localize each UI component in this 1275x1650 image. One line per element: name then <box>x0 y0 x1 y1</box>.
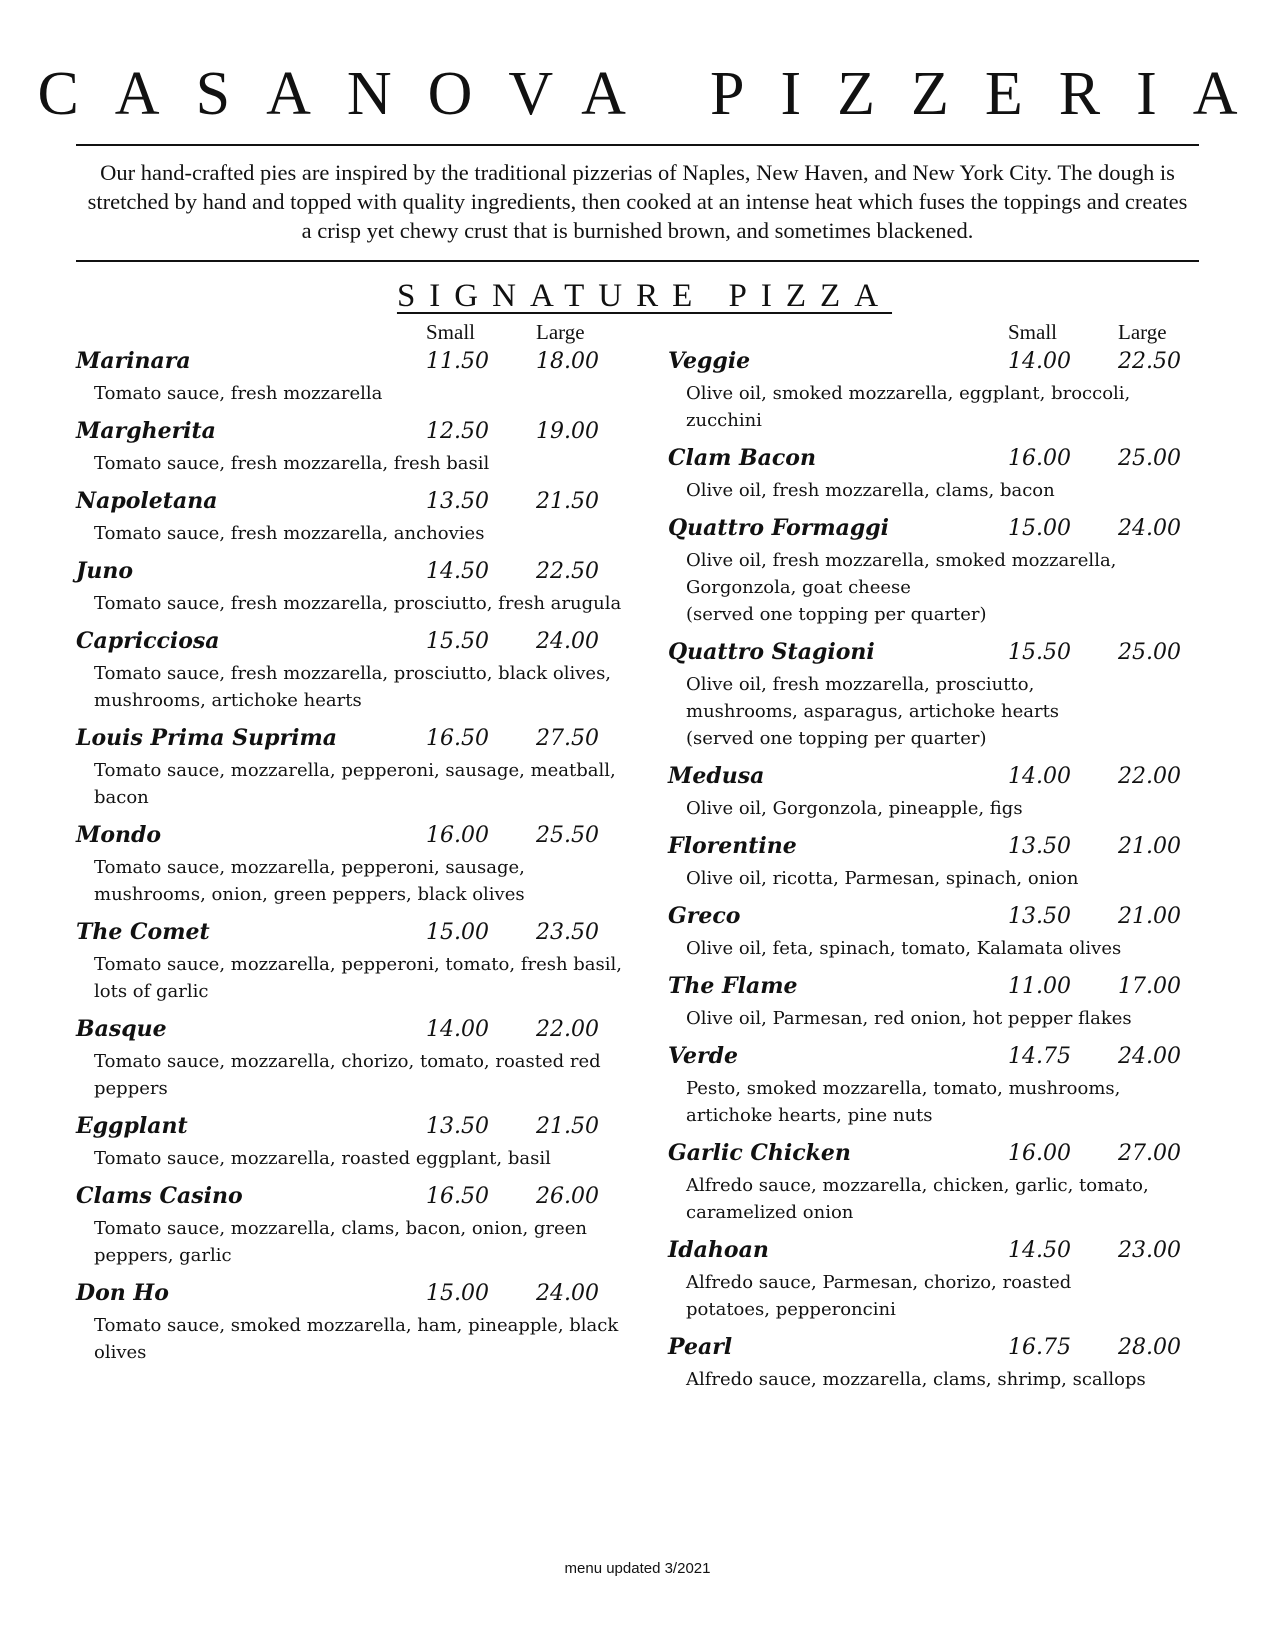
pizza-toppings: Tomato sauce, smoked mozzarella, ham, pineapple, black olives <box>94 1315 619 1363</box>
price-large: 23.50 <box>536 920 599 945</box>
menu-item <box>76 725 631 811</box>
pizza-toppings: Olive oil, fresh mozzarella, smoked mozzarella, Gorgonzola, goat cheese <box>686 550 1117 598</box>
price-small: 15.50 <box>1008 640 1071 665</box>
menu-item <box>76 488 631 547</box>
pizza-toppings: Tomato sauce, mozzarella, roasted eggplant, basil <box>94 1148 551 1169</box>
pizza-toppings: Olive oil, feta, spinach, tomato, Kalamata olives <box>686 938 1122 959</box>
pizza-toppings: Tomato sauce, fresh mozzarella, fresh basil <box>94 453 490 474</box>
pizza-toppings: Alfredo sauce, Parmesan, chorizo, roasted potatoes, pepperoncini <box>686 1272 1072 1320</box>
menu-item <box>668 639 1208 752</box>
price-large: 28.00 <box>1118 1335 1181 1360</box>
pizza-description <box>668 477 1151 504</box>
price-large: 19.00 <box>536 419 599 444</box>
pizza-name: Greco <box>668 903 741 929</box>
price-large: 18.00 <box>536 349 599 374</box>
menu-item-header <box>76 628 631 660</box>
pizza-name: Clam Bacon <box>668 445 816 471</box>
pizza-description <box>668 1172 1151 1226</box>
menu-item-header <box>668 1237 1208 1269</box>
menu-item-header <box>76 822 631 854</box>
menu-item <box>668 833 1208 892</box>
pizza-toppings: Olive oil, smoked mozzarella, eggplant, broccoli, zucchini <box>686 383 1131 431</box>
price-large: 27.00 <box>1118 1141 1181 1166</box>
menu-item <box>76 628 631 714</box>
pizza-description <box>76 590 634 617</box>
top-divider <box>76 144 1199 146</box>
pizza-name: Garlic Chicken <box>668 1140 851 1166</box>
menu-column-left <box>76 318 631 1377</box>
pizza-name: Don Ho <box>76 1280 169 1306</box>
pizza-description <box>76 450 634 477</box>
price-small: 14.75 <box>1008 1044 1071 1069</box>
price-large: 22.50 <box>1118 349 1181 374</box>
price-large: 21.50 <box>536 489 599 514</box>
pizza-name: Juno <box>76 558 134 584</box>
pizza-name: The Flame <box>668 973 798 999</box>
menu-item <box>668 763 1208 822</box>
price-small: 15.00 <box>426 920 489 945</box>
pizza-description <box>76 1312 634 1366</box>
pizza-toppings: Tomato sauce, fresh mozzarella, anchovies <box>94 523 485 544</box>
menu-item-header <box>76 418 631 450</box>
menu-items-left <box>76 348 631 1366</box>
menu-item <box>668 445 1208 504</box>
menu-item-header <box>76 348 631 380</box>
price-small: 12.50 <box>426 419 489 444</box>
menu-item-header <box>668 903 1208 935</box>
price-small: 16.00 <box>426 823 489 848</box>
pizza-name: Louis Prima Suprima <box>76 725 337 751</box>
price-large: 22.50 <box>536 559 599 584</box>
menu-item-header <box>668 1140 1208 1172</box>
pizza-name: Veggie <box>668 348 751 374</box>
pizza-name: Eggplant <box>76 1113 188 1139</box>
pizza-description <box>76 1145 634 1172</box>
price-small: 15.00 <box>1008 516 1071 541</box>
price-small: 16.00 <box>1008 446 1071 471</box>
price-small: 13.50 <box>426 489 489 514</box>
pizza-name: Napoletana <box>76 488 218 514</box>
pizza-name: Mondo <box>76 822 162 848</box>
price-small: 13.50 <box>426 1114 489 1139</box>
pizza-toppings: Olive oil, fresh mozzarella, clams, bacon <box>686 480 1055 501</box>
menu-item <box>76 418 631 477</box>
pizza-name: Margherita <box>76 418 216 444</box>
pizza-toppings: Alfredo sauce, mozzarella, chicken, garlic, tomato, caramelized onion <box>686 1175 1149 1223</box>
large-size-label: Large <box>1118 320 1167 344</box>
pizza-description <box>668 865 1151 892</box>
pizza-toppings: Olive oil, fresh mozzarella, prosciutto, mushrooms, asparagus, artichoke hearts <box>686 674 1060 722</box>
price-large: 21.00 <box>1118 904 1181 929</box>
menu-column-right <box>668 318 1208 1404</box>
pizza-name: Basque <box>76 1016 167 1042</box>
menu-item <box>76 1016 631 1102</box>
pizza-description <box>668 1075 1151 1129</box>
menu-item-header <box>76 725 631 757</box>
menu-item <box>668 348 1208 434</box>
price-large: 24.00 <box>1118 1044 1181 1069</box>
pizza-name: Marinara <box>76 348 191 374</box>
price-large: 25.00 <box>1118 640 1181 665</box>
menu-item <box>668 515 1208 628</box>
price-large: 27.50 <box>536 726 599 751</box>
pizza-description <box>76 1215 634 1269</box>
menu-item <box>668 973 1208 1032</box>
price-large: 22.00 <box>1118 764 1181 789</box>
menu-item-header <box>76 558 631 590</box>
price-small: 15.00 <box>426 1281 489 1306</box>
price-large: 26.00 <box>536 1184 599 1209</box>
price-large: 24.00 <box>536 629 599 654</box>
menu-item <box>76 1280 631 1366</box>
pizza-description <box>668 795 1151 822</box>
price-large: 22.00 <box>536 1017 599 1042</box>
pizza-toppings: Tomato sauce, mozzarella, pepperoni, tomato, fresh basil, lots of garlic <box>94 954 623 1002</box>
price-small: 16.50 <box>426 1184 489 1209</box>
restaurant-title: CASANOVA PIZZERIA <box>37 60 1274 128</box>
price-large: 21.00 <box>1118 834 1181 859</box>
price-small: 14.00 <box>426 1017 489 1042</box>
price-small: 13.50 <box>1008 834 1071 859</box>
small-size-label: Small <box>426 320 476 344</box>
price-large: 25.00 <box>1118 446 1181 471</box>
price-large: 21.50 <box>536 1114 599 1139</box>
pizza-description <box>668 1005 1151 1032</box>
menu-item <box>668 1237 1208 1323</box>
price-large: 23.00 <box>1118 1238 1181 1263</box>
menu-item <box>76 919 631 1005</box>
pizza-description <box>668 1269 1151 1323</box>
menu-item <box>668 903 1208 962</box>
pizza-name: The Comet <box>76 919 210 945</box>
price-small: 14.00 <box>1008 764 1071 789</box>
menu-item-header <box>668 1334 1208 1366</box>
pizza-name: Capricciosa <box>76 628 220 654</box>
price-large: 17.00 <box>1118 974 1181 999</box>
pizza-name: Medusa <box>668 763 765 789</box>
menu-item-header <box>76 488 631 520</box>
price-small: 16.75 <box>1008 1335 1071 1360</box>
large-size-label: Large <box>536 320 585 344</box>
menu-item-header <box>668 348 1208 380</box>
pizza-toppings: Tomato sauce, mozzarella, pepperoni, sausage, mushrooms, onion, green peppers, black olives <box>94 857 525 905</box>
menu-item-header <box>668 763 1208 795</box>
pizza-name: Verde <box>668 1043 739 1069</box>
menu-item-header <box>76 1016 631 1048</box>
pizza-toppings: Olive oil, Parmesan, red onion, hot pepper flakes <box>686 1008 1132 1029</box>
menu-item-header <box>668 833 1208 865</box>
menu-item <box>76 1183 631 1269</box>
menu-item-header <box>668 639 1208 671</box>
pizza-toppings: Tomato sauce, mozzarella, chorizo, tomato, roasted red peppers <box>94 1051 601 1099</box>
pizza-description <box>668 1366 1151 1393</box>
pizza-description <box>76 951 634 1005</box>
price-small: 11.50 <box>426 349 489 374</box>
pizza-name: Pearl <box>668 1334 733 1360</box>
section-title <box>0 276 1275 316</box>
menu-item-header <box>76 1280 631 1312</box>
size-header-left <box>76 318 631 348</box>
size-header-right <box>668 318 1208 348</box>
pizza-note: (served one topping per quarter) <box>686 604 987 625</box>
price-small: 14.00 <box>1008 349 1071 374</box>
menu-item <box>668 1334 1208 1393</box>
price-small: 16.00 <box>1008 1141 1071 1166</box>
pizza-toppings: Tomato sauce, fresh mozzarella, prosciutto, fresh arugula <box>94 593 622 614</box>
price-small: 16.50 <box>426 726 489 751</box>
price-large: 24.00 <box>1118 516 1181 541</box>
price-small: 11.00 <box>1008 974 1071 999</box>
menu-item-header <box>668 1043 1208 1075</box>
menu-item-header <box>76 1183 631 1215</box>
pizza-toppings: Tomato sauce, fresh mozzarella, prosciutto, black olives, mushrooms, artichoke hearts <box>94 663 612 711</box>
pizza-description <box>76 520 634 547</box>
menu-item <box>668 1043 1208 1129</box>
pizza-toppings: Tomato sauce, fresh mozzarella <box>94 383 383 404</box>
intro-paragraph: Our hand-crafted pies are inspired by the traditional pizzerias of Naples, New Haven, and New York City. The dough is stretched by hand and topped with quality ingredients, then cooked at an intense heat which fuses the toppings and creates a crisp yet chewy crust that is burnished brown, and sometimes blackened. <box>87 160 1188 243</box>
price-large: 25.50 <box>536 823 599 848</box>
price-small: 15.50 <box>426 629 489 654</box>
bottom-divider <box>76 260 1199 262</box>
price-small: 14.50 <box>426 559 489 584</box>
menu-updated-note: menu updated 3/2021 <box>564 1560 711 1577</box>
pizza-toppings: Tomato sauce, mozzarella, pepperoni, sausage, meatball, bacon <box>94 760 616 808</box>
menu-item <box>76 558 631 617</box>
pizza-toppings: Tomato sauce, mozzarella, clams, bacon, onion, green peppers, garlic <box>94 1218 587 1266</box>
pizza-toppings: Olive oil, Gorgonzola, pineapple, figs <box>686 798 1023 819</box>
pizza-description <box>668 380 1151 434</box>
pizza-name: Quattro Stagioni <box>668 639 875 665</box>
pizza-description <box>668 671 1151 752</box>
pizza-name: Clams Casino <box>76 1183 243 1209</box>
menu-item <box>668 1140 1208 1226</box>
menu-item-header <box>668 515 1208 547</box>
pizza-description <box>76 1048 634 1102</box>
menu-item-header <box>668 973 1208 1005</box>
pizza-note: (served one topping per quarter) <box>686 728 987 749</box>
pizza-description <box>668 935 1151 962</box>
small-size-label: Small <box>1008 320 1058 344</box>
section-title-text: SIGNATURE PIZZA <box>396 278 893 314</box>
pizza-name: Quattro Formaggi <box>668 515 889 541</box>
pizza-description <box>76 854 634 908</box>
price-small: 13.50 <box>1008 904 1071 929</box>
menu-item-header <box>76 919 631 951</box>
menu-items-right <box>668 348 1208 1393</box>
pizza-toppings: Pesto, smoked mozzarella, tomato, mushrooms, artichoke hearts, pine nuts <box>686 1078 1121 1126</box>
menu-item <box>76 348 631 407</box>
pizza-name: Florentine <box>668 833 797 859</box>
pizza-description <box>76 380 634 407</box>
pizza-name: Idahoan <box>668 1237 769 1263</box>
pizza-toppings: Alfredo sauce, mozzarella, clams, shrimp, scallops <box>686 1369 1146 1390</box>
menu-item <box>76 822 631 908</box>
price-small: 14.50 <box>1008 1238 1071 1263</box>
menu-item-header <box>668 445 1208 477</box>
pizza-toppings: Olive oil, ricotta, Parmesan, spinach, onion <box>686 868 1079 889</box>
menu-item <box>76 1113 631 1172</box>
pizza-description <box>668 547 1151 628</box>
pizza-description <box>76 757 634 811</box>
price-large: 24.00 <box>536 1281 599 1306</box>
menu-item-header <box>76 1113 631 1145</box>
pizza-description <box>76 660 634 714</box>
